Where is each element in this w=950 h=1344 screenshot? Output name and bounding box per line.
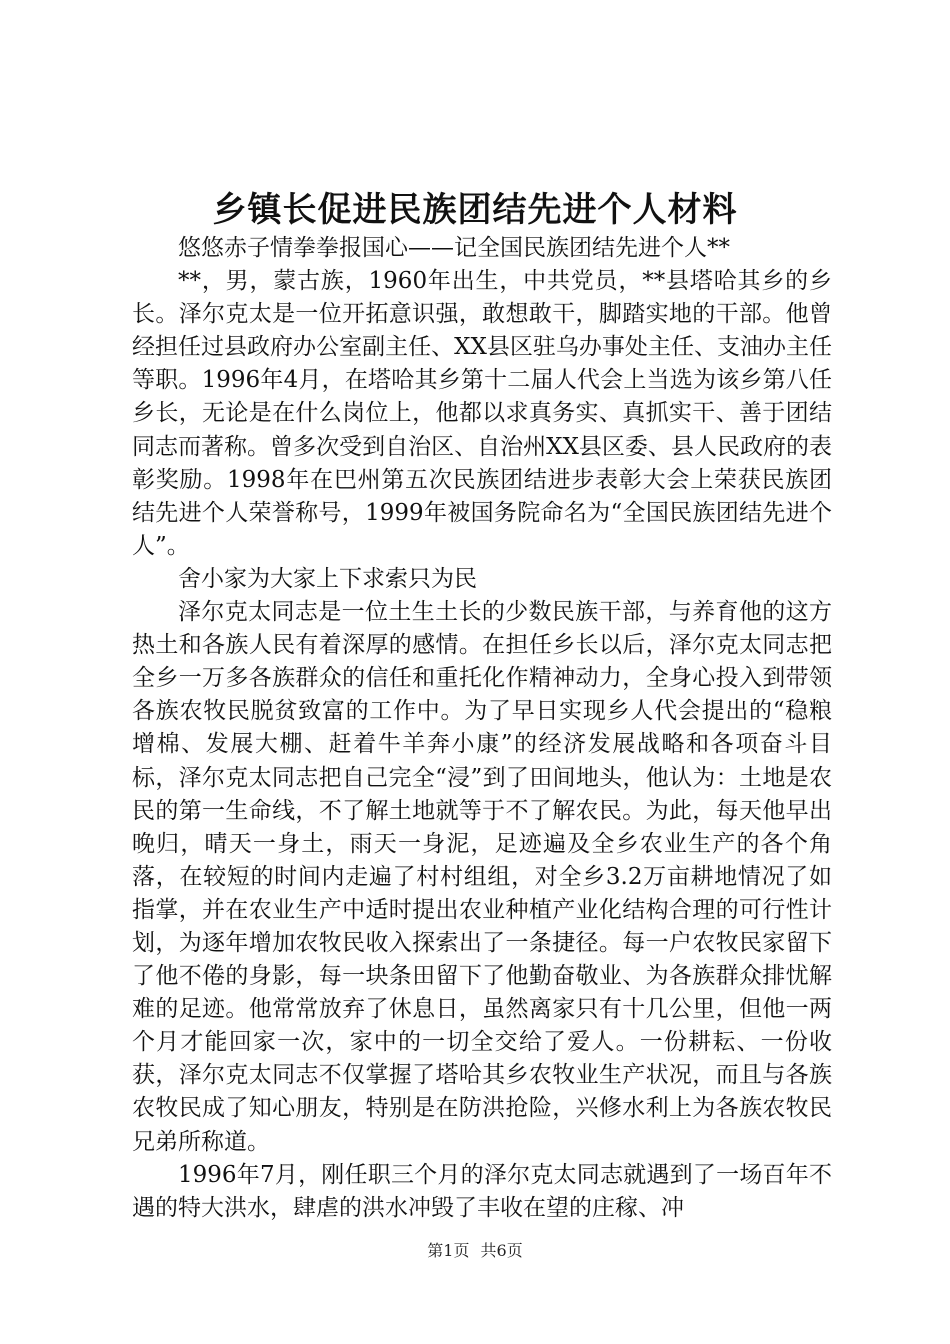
document-title: 乡镇长促进民族团结先进个人材料 bbox=[212, 190, 738, 230]
paragraph-subtitle: 悠悠赤子情拳拳报国心——记全国民族团结先进个人** bbox=[178, 235, 730, 261]
page-total: 共6页 bbox=[480, 1241, 523, 1260]
document-body bbox=[132, 232, 832, 1225]
paragraph-section-heading: 舍小家为大家上下求索只为民 bbox=[178, 565, 477, 592]
paragraph-body: 泽尔克太同志是一位土生土长的少数民族干部，与养育他的这方热土和各族人民有着深厚的感情。在担任乡长以后，泽尔克太同志把全乡一万多各族群众的信任和重托化作精神动力，全身心投入到带领各族农牧民脱贫致富的工作中。为了早日实现乡人代会提出的“稳粮增棉、发展大棚、赶着牛羊奔小康”的经济发展战略和各项奋斗目标，泽尔克太同志把自己完全“浸”到了田间地头，他认为：土地是农民的第一生命线，不了解土地就等于不了解农民。为此，每天他早出晚归，晴天一身土，雨天一身泥，足迹遍及全乡农业生产的各个角落，在较短的时间内走遍了村村组组，对全乡3.2万亩耕地情况了如指掌，并在农业生产中适时提出农业种植产业化结构合理的可行性计划，为逐年增加农牧民收入探索出了一条捷径。每一户农牧民家留下了他不倦的身影，每一块条田留下了他勤奋敬业、为各族群众排忧解难的足迹。他常常放弃了休息日，虽然离家只有十几公里，但他一两个月才能回家一次，家中的一切全交给了爱人。一份耕耘、一份收获，泽尔克太同志不仅掌握了塔哈其乡农牧业生产状况，而且与各族农牧民成了知心朋友，特别是在防洪抢险，兴修水利上为各族农牧民兄弟所称道。 bbox=[132, 599, 832, 1155]
page-number: 第1页 bbox=[427, 1241, 470, 1260]
page-footer bbox=[0, 1238, 950, 1261]
paragraph-body-continued: 1996年7月，刚任职三个月的泽尔克太同志就遇到了一场百年不遇的特大洪水，肆虐的洪水冲毁了丰收在望的庄稼、冲 bbox=[132, 1161, 832, 1221]
paragraph-intro: **，男，蒙古族，1960年出生，中共党员，**县塔哈其乡的乡长。泽尔克太是一位开拓意识强，敢想敢干，脚踏实地的干部。他曾经担任过县政府办公室副主任、XX县区驻乌办事处主任、支油办主任等职。1996年4月，在塔哈其乡第十二届人代会上当选为该乡第八任乡长，无论是在什么岗位上，他都以求真务实、真抓实干、善于团结同志而著称。曾多次受到自治区、自治州XX县区委、县人民政府的表彰奖励。1998年在巴州第五次民族团结进步表彰大会上荣获民族团结先进个人荣誉称号，1999年被国务院命名为“全国民族团结先进个人”。 bbox=[132, 268, 832, 559]
